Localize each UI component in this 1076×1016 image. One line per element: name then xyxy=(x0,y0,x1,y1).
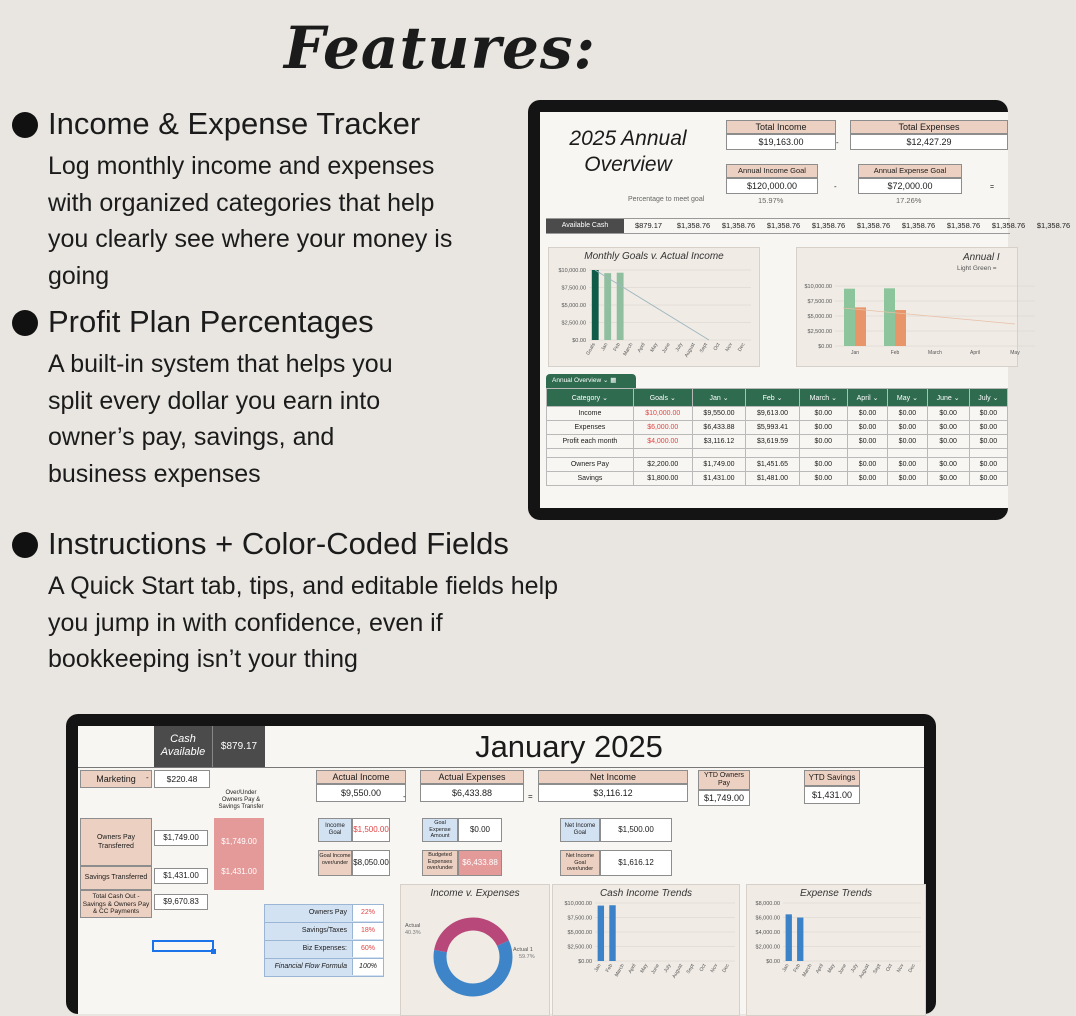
table-cell[interactable]: $0.00 xyxy=(847,458,887,472)
x-tick-label: Jan xyxy=(600,342,610,352)
table-cell[interactable]: $1,481.00 xyxy=(746,472,800,486)
goal-income-ou-value[interactable]: $8,050.00 xyxy=(352,850,390,876)
net-income-label: Net Income xyxy=(538,770,688,784)
column-header[interactable]: Category ⌄ xyxy=(547,389,634,407)
y-tick-label: $10,000.00 xyxy=(804,284,832,290)
plan-row xyxy=(264,941,384,959)
bullet-icon xyxy=(12,310,38,336)
plan-label: Owners Pay xyxy=(308,909,347,916)
x-tick-label: March xyxy=(613,963,626,979)
goal-income-ou-label: Goal Income over/under xyxy=(318,850,352,876)
x-tick-label: Sept xyxy=(872,963,883,975)
table-cell[interactable]: $0.00 xyxy=(969,421,1007,435)
y-tick-label: $2,500.00 xyxy=(567,944,592,951)
cash-available-label: Cash Available xyxy=(154,726,212,767)
bullet-icon xyxy=(12,112,38,138)
net-income-goal-label: Net Income Goal xyxy=(560,818,600,842)
table-cell[interactable]: $0.00 xyxy=(847,472,887,486)
y-tick-label: $8,000.00 xyxy=(755,901,780,907)
table-cell[interactable]: $0.00 xyxy=(969,458,1007,472)
x-tick-label: July xyxy=(849,963,860,974)
table-cell[interactable]: $0.00 xyxy=(969,472,1007,486)
equals-sign: = xyxy=(528,792,533,801)
pct-label: Percentage to meet goal xyxy=(628,196,705,203)
table-cell[interactable]: $0.00 xyxy=(969,407,1007,421)
plan-value[interactable]: 22% xyxy=(352,905,383,921)
owners-transferred-value[interactable]: $1,749.00 xyxy=(154,830,208,846)
ytd-savings-label: YTD Savings xyxy=(804,770,860,786)
income-goal-value[interactable]: $120,000.00 xyxy=(726,178,818,194)
table-cell[interactable]: $0.00 xyxy=(847,421,887,435)
net-income-goal-value[interactable]: $1,500.00 xyxy=(600,818,672,842)
chevron-down-icon: ⌄ xyxy=(602,377,609,384)
table-cell[interactable] xyxy=(969,449,1007,458)
x-tick-label: August xyxy=(857,963,871,980)
january-screen xyxy=(78,726,924,1014)
filter-chevron-icon[interactable]: ⌄ xyxy=(910,394,918,402)
chart-title: Annual I xyxy=(963,252,1000,263)
table-row xyxy=(547,449,1008,458)
filter-chevron-icon[interactable]: ⌄ xyxy=(774,394,783,402)
y-tick-label: $0.00 xyxy=(766,959,780,965)
actual-expenses-value[interactable]: $6,433.88 xyxy=(420,784,524,802)
table-cell[interactable]: Profit each month xyxy=(547,435,634,449)
table-cell[interactable]: $2,200.00 xyxy=(633,458,692,472)
bullet-icon xyxy=(12,532,38,558)
slice-label: Actual xyxy=(405,923,421,929)
net-income-goal-ou-value[interactable]: $1,616.12 xyxy=(600,850,672,876)
x-tick-label: Dec xyxy=(907,963,917,974)
table-cell[interactable]: $0.00 xyxy=(888,472,927,486)
table-cell[interactable] xyxy=(847,449,887,458)
extra-marker: = xyxy=(990,184,995,191)
x-tick-label: Feb xyxy=(612,342,622,353)
x-tick-label: Feb xyxy=(890,350,900,356)
marketing-value[interactable]: $220.48 xyxy=(154,770,210,788)
x-tick-label: Oct xyxy=(884,963,894,973)
title-divider xyxy=(78,767,924,768)
total-income-label: Total Income xyxy=(726,120,836,134)
total-expenses-value[interactable]: $12,427.29 xyxy=(850,134,1008,150)
column-header[interactable]: Feb ⌄ xyxy=(746,389,800,407)
savings-transferred-label: Savings Transferred xyxy=(80,866,152,890)
tab-annual-overview[interactable]: Annual Overview ⌄ ▦ xyxy=(546,374,636,388)
table-cell[interactable] xyxy=(692,449,746,458)
x-tick-label: April xyxy=(969,350,981,356)
x-tick-label: Jan xyxy=(593,963,603,973)
table-cell[interactable] xyxy=(547,449,634,458)
feature-title: Profit Plan Percentages xyxy=(48,304,374,339)
x-tick-label: Nov xyxy=(709,963,720,974)
ytd-savings-value[interactable]: $1,431.00 xyxy=(804,786,860,804)
y-tick-label: $0.00 xyxy=(818,344,832,350)
bar xyxy=(855,307,866,346)
table-cell[interactable]: $9,613.00 xyxy=(746,407,800,421)
plan-label: Financial Flow Formula xyxy=(274,963,347,970)
expense-trends-plot xyxy=(747,885,925,1015)
table-cell[interactable]: Expenses xyxy=(547,421,634,435)
available-cash-cell: $1,358.76 xyxy=(991,221,1026,230)
bar xyxy=(592,270,599,340)
table-cell[interactable]: $0.00 xyxy=(888,421,927,435)
filter-chevron-icon[interactable]: ⌄ xyxy=(829,394,837,402)
table-row xyxy=(547,472,1008,486)
available-cash-cell: $1,358.76 xyxy=(901,221,936,230)
annual-table xyxy=(546,388,1008,486)
table-cell[interactable]: $0.00 xyxy=(847,407,887,421)
table-cell[interactable]: Income xyxy=(547,407,634,421)
y-tick-label: $2,500.00 xyxy=(561,320,586,327)
table-cell[interactable]: $4,000.00 xyxy=(633,435,692,449)
plan-row xyxy=(264,904,384,923)
bar xyxy=(617,273,624,340)
x-tick-label: March xyxy=(622,342,635,358)
table-cell[interactable]: $0.00 xyxy=(799,458,847,472)
feature-description: Log monthly income and expenses with organized categories that help you clearly see where your money is going xyxy=(48,152,453,290)
table-row xyxy=(547,407,1008,421)
y-tick-label: $6,000.00 xyxy=(755,915,780,922)
x-tick-label: Goals xyxy=(585,342,597,357)
x-tick-label: Nov xyxy=(724,342,735,353)
slice-label: Actual 1 xyxy=(513,947,533,953)
plan-value[interactable]: 18% xyxy=(352,923,383,939)
filter-chevron-icon[interactable]: ⌄ xyxy=(951,394,960,402)
table-cell[interactable] xyxy=(888,449,927,458)
x-tick-label: August xyxy=(671,963,685,980)
y-tick-label: $2,500.00 xyxy=(807,329,832,335)
table-cell[interactable] xyxy=(746,449,800,458)
sheet-title: January 2025 xyxy=(475,729,663,764)
x-tick-label: April xyxy=(814,963,825,975)
feature-title: Income & Expense Tracker xyxy=(48,106,421,141)
x-tick-label: Nov xyxy=(895,963,906,974)
annual-income-chart[interactable] xyxy=(796,247,1018,367)
x-tick-label: March xyxy=(928,350,942,356)
feature-title: Instructions + Color-Coded Fields xyxy=(48,526,509,561)
table-cell[interactable]: $0.00 xyxy=(927,407,969,421)
expense-trends-chart[interactable] xyxy=(746,884,926,1016)
slice-value: 40.3% xyxy=(405,930,421,936)
marketing-label: Marketing xyxy=(80,770,152,788)
annual-title: 2025 Annual Overview xyxy=(569,127,687,176)
total-expenses-label: Total Expenses xyxy=(850,120,1008,134)
minus-sign: - xyxy=(403,792,406,801)
table-cell[interactable]: $0.00 xyxy=(799,435,847,449)
table-cell[interactable]: $6,433.88 xyxy=(692,421,746,435)
x-tick-label: May xyxy=(1010,350,1020,356)
bar xyxy=(895,310,906,346)
table-cell[interactable] xyxy=(633,449,692,458)
table-icon: ▦ xyxy=(610,377,617,384)
x-tick-label: Jan xyxy=(850,350,860,356)
x-tick-label: Feb xyxy=(792,963,802,974)
x-tick-label: March xyxy=(801,963,814,979)
budgeted-label: Budgeted Expenses over/under xyxy=(422,850,458,876)
table-cell[interactable]: $3,116.12 xyxy=(692,435,746,449)
column-header[interactable]: Goals ⌄ xyxy=(633,389,692,407)
annual-income-plot xyxy=(797,248,1020,366)
savings-transferred-value[interactable]: $1,431.00 xyxy=(154,868,208,884)
column-header[interactable]: Jan ⌄ xyxy=(692,389,746,407)
available-cash-cell: $1,358.76 xyxy=(721,221,756,230)
table-cell[interactable] xyxy=(927,449,969,458)
cash-income-plot xyxy=(553,885,739,1015)
total-cash-out-label: Total Cash Out - Savings & Owners Pay & CC Payments xyxy=(80,890,152,918)
page-title: Features: xyxy=(284,14,596,82)
x-tick-label: August xyxy=(683,342,697,359)
expense-goal-value[interactable]: $72,000.00 xyxy=(858,178,962,194)
plan-value[interactable]: 100% xyxy=(352,959,383,975)
income-expenses-donut xyxy=(401,885,549,1015)
x-tick-label: July xyxy=(662,963,673,974)
net-income-value[interactable]: $3,116.12 xyxy=(538,784,688,802)
table-cell[interactable]: $9,550.00 xyxy=(692,407,746,421)
donut-slice xyxy=(440,943,506,990)
ytd-owners-value[interactable]: $1,749.00 xyxy=(698,790,750,806)
cash-available-value[interactable]: $879.17 xyxy=(212,726,265,767)
table-cell[interactable]: Owners Pay xyxy=(547,458,634,472)
table-cell[interactable]: $10,000.00 xyxy=(633,407,692,421)
feature-description: A built-in system that helps you split every dollar you earn into owner’s pay, savings, and business expenses xyxy=(48,350,393,488)
table-cell[interactable]: $0.00 xyxy=(927,421,969,435)
x-tick-label: April xyxy=(627,963,638,975)
net-income-goal-ou-label: Net Income Goal over/under xyxy=(560,850,600,876)
owners-over-under: $1,749.00 xyxy=(214,818,264,866)
x-tick-label: Feb xyxy=(604,963,615,974)
filter-chevron-icon[interactable]: ⌄ xyxy=(870,394,879,402)
x-tick-label: May xyxy=(826,963,837,975)
monthly-goals-plot xyxy=(549,248,759,366)
plan-row xyxy=(264,959,384,977)
income-goal-label: Annual Income Goal xyxy=(726,164,818,178)
table-cell[interactable]: $6,000.00 xyxy=(633,421,692,435)
expense-goal-label: Annual Expense Goal xyxy=(858,164,962,178)
table-cell[interactable]: $0.00 xyxy=(927,435,969,449)
table-cell[interactable]: $1,451.65 xyxy=(746,458,800,472)
chart-title: Monthly Goals v. Actual Income xyxy=(584,251,724,262)
bar xyxy=(884,288,895,346)
income-goal-value[interactable]: $1,500.00 xyxy=(352,818,390,842)
x-tick-label: June xyxy=(661,342,672,355)
over-under-label: Over/Under Owners Pay & Savings Transfer xyxy=(218,790,264,810)
income-goal-label: Income Goal xyxy=(318,818,352,842)
table-header-row xyxy=(547,389,1008,407)
x-tick-label: Oct xyxy=(712,342,722,352)
x-tick-label: May xyxy=(639,963,650,975)
available-cash-row xyxy=(546,218,1071,234)
available-cash-cell: $879.17 xyxy=(634,221,663,230)
x-tick-label: June xyxy=(650,963,661,976)
x-tick-label: Sept xyxy=(685,963,696,975)
total-income-value[interactable]: $19,163.00 xyxy=(726,134,836,150)
table-cell[interactable] xyxy=(799,449,847,458)
table-cell[interactable]: $0.00 xyxy=(799,407,847,421)
x-tick-label: Jan xyxy=(781,963,791,973)
slice-value: 59.7% xyxy=(519,954,535,960)
plan-label: Biz Expenses: xyxy=(302,945,347,952)
tablet-annual-overview xyxy=(528,100,1071,520)
y-tick-label: $5,000.00 xyxy=(807,314,832,320)
pct-expense: 17.26% xyxy=(896,196,922,205)
chart-title: Income v. Expenses xyxy=(430,888,520,899)
table-cell[interactable]: Savings xyxy=(547,472,634,486)
table-cell[interactable]: $0.00 xyxy=(847,435,887,449)
table-cell[interactable]: $0.00 xyxy=(799,421,847,435)
chart-title: Expense Trends xyxy=(799,888,873,899)
x-tick-label: Dec xyxy=(736,342,747,353)
y-tick-label: $7,500.00 xyxy=(561,285,586,292)
bar xyxy=(604,273,611,340)
bar xyxy=(609,905,615,961)
income-expenses-chart[interactable] xyxy=(400,884,550,1016)
budgeted-value[interactable]: $6,433.88 xyxy=(458,850,502,876)
table-cell[interactable]: $0.00 xyxy=(927,458,969,472)
goal-expense-value[interactable]: $0.00 xyxy=(458,818,502,842)
goal-expense-label: Goal Expense Amount xyxy=(422,818,458,842)
filter-chevron-icon[interactable]: ⌄ xyxy=(720,394,729,402)
table-cell[interactable]: $0.00 xyxy=(927,472,969,486)
y-tick-label: $0.00 xyxy=(578,959,592,965)
filter-chevron-icon[interactable]: ⌄ xyxy=(668,394,676,402)
monthly-goals-chart[interactable] xyxy=(548,247,760,367)
available-cash-cell: $1,358.76 xyxy=(811,221,846,230)
profit-plan-table xyxy=(264,904,384,977)
filter-chevron-icon[interactable]: ⌄ xyxy=(990,394,999,402)
table-cell[interactable]: $0.00 xyxy=(969,435,1007,449)
y-tick-label: $2,000.00 xyxy=(755,944,780,951)
actual-income-value[interactable]: $9,550.00 xyxy=(316,784,406,802)
table-row xyxy=(547,421,1008,435)
y-tick-label: $7,500.00 xyxy=(807,299,832,305)
y-tick-label: $10,000.00 xyxy=(558,268,586,274)
table-cell[interactable]: $0.00 xyxy=(888,435,927,449)
pct-income: 15.97% xyxy=(758,196,784,205)
donut-slice xyxy=(441,924,503,951)
marketing-dash: - xyxy=(146,773,149,782)
table-cell[interactable]: $1,749.00 xyxy=(692,458,746,472)
fill-handle[interactable] xyxy=(211,949,216,954)
minus-sign: - xyxy=(834,182,837,191)
x-tick-label: Oct xyxy=(698,963,708,973)
annual-overview-screen xyxy=(540,112,1071,508)
selected-cell[interactable] xyxy=(152,940,214,952)
savings-over-under: $1,431.00 xyxy=(214,854,264,890)
x-tick-label: May xyxy=(649,342,660,354)
laptop-january-sheet xyxy=(66,714,936,1014)
bar xyxy=(598,906,604,961)
y-tick-label: $5,000.00 xyxy=(567,930,592,936)
ytd-owners-label: YTD Owners Pay xyxy=(698,770,750,790)
table-row xyxy=(547,435,1008,449)
x-tick-label: June xyxy=(837,963,848,976)
table-cell[interactable]: $0.00 xyxy=(888,458,927,472)
x-tick-label: July xyxy=(674,342,685,353)
total-cash-out-value[interactable]: $9,670.83 xyxy=(154,894,208,910)
table-cell[interactable]: $0.00 xyxy=(799,472,847,486)
column-header[interactable]: May ⌄ xyxy=(888,389,927,407)
feature-description: A Quick Start tab, tips, and editable fields help you jump in with confidence, even if bookkeeping isn’t your thing xyxy=(48,572,559,673)
bar xyxy=(844,289,855,346)
available-cash-cell: $1,358.76 xyxy=(1036,221,1071,230)
x-tick-label: Dec xyxy=(721,963,731,974)
y-tick-label: $5,000.00 xyxy=(561,303,586,309)
table-cell[interactable]: $0.00 xyxy=(888,407,927,421)
plan-row xyxy=(264,923,384,941)
table-cell[interactable]: $1,431.00 xyxy=(692,472,746,486)
x-tick-label: Sept xyxy=(698,342,710,354)
column-header[interactable]: March ⌄ xyxy=(799,389,847,407)
actual-expenses-label: Actual Expenses xyxy=(420,770,524,784)
y-tick-label: $7,500.00 xyxy=(567,915,592,922)
y-tick-label: $4,000.00 xyxy=(755,930,780,936)
chart-title: Cash Income Trends xyxy=(599,888,693,899)
actual-income-label: Actual Income xyxy=(316,770,406,784)
available-cash-label: Available Cash xyxy=(546,219,624,233)
column-header[interactable]: April ⌄ xyxy=(847,389,887,407)
table-cell[interactable]: $5,993.41 xyxy=(746,421,800,435)
table-row xyxy=(547,458,1008,472)
available-cash-cell: $1,358.76 xyxy=(856,221,891,230)
available-cash-cell: $1,358.76 xyxy=(676,221,711,230)
chart-subtitle: Light Green = xyxy=(957,265,997,272)
plan-label: Savings/Taxes xyxy=(301,927,347,934)
column-header[interactable]: July ⌄ xyxy=(969,389,1007,407)
bar xyxy=(797,918,803,961)
owners-transferred-label: Owners Pay Transferred xyxy=(80,818,152,866)
filter-chevron-icon[interactable]: ⌄ xyxy=(600,394,608,402)
bar xyxy=(786,914,792,961)
available-cash-cell: $1,358.76 xyxy=(766,221,801,230)
minus-sign: - xyxy=(836,138,839,147)
y-tick-label: $0.00 xyxy=(572,338,586,344)
column-header[interactable]: June ⌄ xyxy=(927,389,969,407)
table-cell[interactable]: $3,619.59 xyxy=(746,435,800,449)
x-tick-label: April xyxy=(636,342,647,354)
available-cash-cell: $1,358.76 xyxy=(946,221,981,230)
cash-income-trends-chart[interactable] xyxy=(552,884,740,1016)
plan-value[interactable]: 60% xyxy=(352,941,383,957)
y-tick-label: $10,000.00 xyxy=(564,901,592,907)
table-cell[interactable]: $1,800.00 xyxy=(633,472,692,486)
